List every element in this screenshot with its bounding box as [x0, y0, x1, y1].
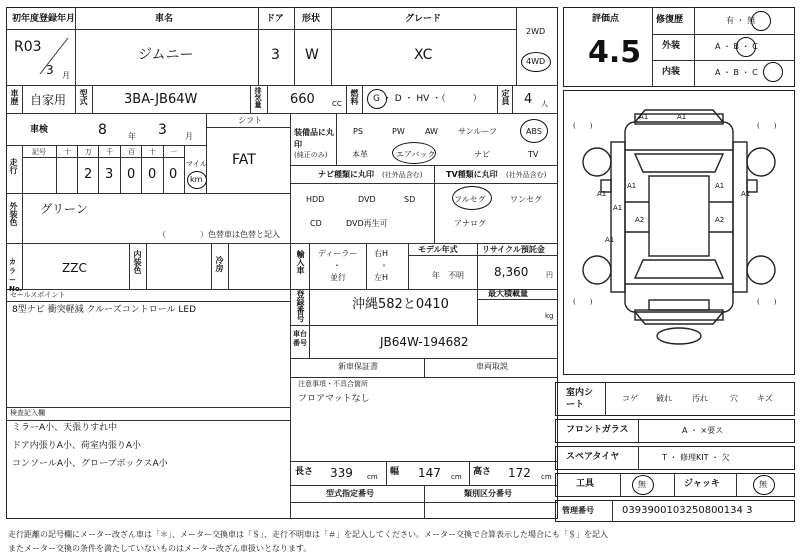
tv-analog: アナログ — [454, 219, 486, 228]
sales-point-text: 8型ナビ 衝突軽減 クルーズコントロール LED — [12, 305, 197, 315]
svg-text:A1: A1 — [613, 204, 623, 212]
recycle-value: 8,360 — [494, 265, 529, 279]
seat-kizu: キズ — [757, 394, 773, 403]
fuel-label: 燃料 — [350, 89, 359, 105]
inspector-line-2: ドア内張りA小、荷室内張りA小 — [12, 441, 142, 451]
exterior-color-value: グリーン — [40, 202, 88, 216]
class-label: 類別区分番号 — [464, 489, 512, 498]
digit-header-2: 万 — [85, 148, 92, 156]
shape-value: W — [305, 47, 319, 63]
model-year-value: 年 不明 — [432, 271, 464, 280]
car-diagram — [565, 92, 793, 373]
svg-text:A1: A1 — [605, 236, 615, 244]
interior-score-label: 内装 — [662, 67, 681, 77]
equipment-label: 装備品に丸印 — [294, 128, 334, 149]
tools-value: 無 — [638, 480, 646, 489]
notes-text: フロアマットなし — [298, 394, 370, 404]
usage-value: 自家用 — [30, 93, 67, 107]
max-load-unit: kg — [545, 312, 554, 320]
width-unit: cm — [451, 473, 462, 481]
import-dot-2: ・ — [380, 261, 388, 270]
inspector-line-3: コンソールA小、グローブボックスA小 — [12, 459, 168, 469]
shaken-year: 8 — [98, 122, 107, 138]
digit-3: 3 — [105, 167, 114, 182]
seat-label: 室内シート — [566, 388, 594, 410]
chassis-value: JB64W-194682 — [380, 335, 469, 349]
inspector-line-1: ミラーA小、天張りすれ中 — [12, 423, 118, 433]
equip-airbag: エアバック — [396, 150, 436, 159]
digit-header-1: 十 — [64, 148, 71, 156]
capacity-label: 定員 — [501, 89, 510, 105]
drive-2wd: 2WD — [526, 27, 546, 36]
seat-koge: コゲ — [622, 394, 638, 403]
mgmt-value: 0393900103250800134 3 — [622, 505, 753, 516]
seat-ana: 穴 — [730, 394, 738, 403]
door-label: ドア — [266, 14, 284, 24]
vehicle-manual: 車両取説 — [476, 362, 508, 371]
shaken-year-unit: 年 — [128, 132, 136, 141]
svg-text:A1: A1 — [639, 113, 649, 121]
digit-2: 2 — [84, 167, 93, 182]
chassis-label: 車台番号 — [293, 330, 307, 347]
digit-header-4: 百 — [128, 148, 135, 156]
equip-ps: PS — [353, 127, 363, 136]
doors-value: 3 — [271, 47, 280, 63]
import-dot: ・ — [333, 261, 341, 270]
digit-5: 0 — [148, 167, 157, 182]
exterior-color-label: 外装色 — [9, 202, 18, 226]
spare-opts: T ・ 修理KIT ・ 欠 — [662, 453, 730, 462]
car-name-label: 車名 — [155, 14, 174, 24]
tv-label: TV種類に丸印 — [446, 170, 498, 179]
registration-value: 沖縄582と0410 — [352, 297, 449, 312]
interior-opts: A ・ B ・ C — [715, 68, 758, 77]
shaken-month: 3 — [158, 122, 167, 138]
svg-text:( ): ( ) — [573, 298, 593, 306]
color-note-prefix: （ — [158, 230, 166, 239]
equip-tv: TV — [528, 150, 539, 159]
windshield-label: フロントガラス — [566, 425, 629, 435]
capacity-value: 4 — [524, 92, 533, 107]
svg-text:A1: A1 — [715, 182, 725, 190]
type-designation-label: 型式指定番号 — [326, 489, 374, 498]
digit-4: 0 — [127, 167, 136, 182]
height-unit: cm — [541, 473, 552, 481]
mile-label: マイル — [186, 160, 207, 168]
svg-text:( ): ( ) — [573, 122, 593, 130]
equip-pw: PW — [392, 127, 405, 136]
mgmt-label: 管理番号 — [562, 506, 594, 515]
first-reg-year: R03 — [14, 39, 42, 55]
color-no-label: カラーNo. — [9, 258, 23, 293]
svg-text:A2: A2 — [635, 216, 645, 224]
svg-text:A1: A1 — [677, 113, 687, 121]
equipment-sub: (純正のみ) — [294, 151, 328, 159]
footer-line-1: 走行距離の記号欄にメーター改ざん車は「＊」、メーター交換車は「＄」、走行不明車は「＃」を記入してください。メーター交換で合算表示した場合にも「＄」を記入 — [8, 530, 608, 539]
import-label: 輸入車 — [296, 250, 305, 274]
navi-dvd-play: DVD再生可 — [346, 219, 388, 228]
first-reg-month: 3 — [46, 63, 54, 77]
svg-text:( ): ( ) — [757, 298, 777, 306]
recycle-label: リサイクル預託金 — [482, 245, 545, 254]
displacement-value: 660 — [290, 92, 315, 107]
inspector-label: 検査記入欄 — [10, 409, 45, 417]
import-left-h: 左H — [374, 273, 389, 282]
tv-sub: (社外品含む) — [506, 171, 547, 179]
navi-dvd: DVD — [358, 195, 376, 204]
drive-4wd: 4WD — [526, 57, 546, 66]
length-label: 長さ — [295, 467, 314, 477]
width-label: 幅 — [390, 467, 400, 477]
exterior-score-label: 外装 — [662, 41, 681, 51]
svg-text:A2: A2 — [715, 216, 725, 224]
import-parallel: 並行 — [330, 273, 346, 282]
import-right-h: 右H — [374, 249, 389, 258]
height-label: 高さ — [473, 467, 492, 477]
model-value: 3BA-JB64W — [124, 92, 198, 107]
seat-yogore: 汚れ — [692, 394, 708, 403]
equip-abs: ABS — [526, 127, 542, 136]
svg-text:A1: A1 — [741, 190, 751, 198]
ac-label: 冷房 — [215, 256, 224, 272]
import-dealer: ディーラー — [318, 249, 358, 258]
equip-aw: AW — [425, 127, 438, 136]
navi-sub: (社外品含む) — [382, 171, 423, 179]
recycle-yen: 円 — [546, 271, 553, 279]
score-label: 評価点 — [592, 14, 620, 24]
first-reg-month-unit: 月 — [62, 71, 70, 80]
equip-leather: 本革 — [352, 150, 368, 159]
max-load-label: 最大積載量 — [488, 289, 528, 298]
kigo-label: 記号 — [32, 148, 46, 156]
spare-label: スペアタイヤ — [566, 452, 620, 462]
shaken-month-unit: 月 — [185, 132, 193, 141]
interior-c-circle — [763, 62, 783, 82]
repair-label: 修復歴 — [656, 15, 684, 25]
score-value: 4.5 — [588, 35, 642, 70]
width-value: 147 — [418, 466, 441, 480]
shape-label: 形状 — [302, 14, 321, 24]
equip-navi: ナビ — [474, 150, 490, 159]
shaken-label: 車検 — [30, 125, 49, 135]
jack-label: ジャッキ — [684, 479, 720, 489]
interior-color-label: 内装色 — [133, 250, 142, 274]
tv-fullseg: フルセグ — [454, 195, 486, 204]
registration-label: 登録番号 — [296, 290, 305, 322]
car-name-value: ジムニー — [138, 47, 194, 63]
jack-value: 無 — [759, 480, 767, 489]
grade-label: グレード — [405, 14, 442, 24]
usage-label: 車歴 — [10, 89, 19, 105]
footer-line-2: またメーター交換の条件を満たしていないものはメーター改ざん車扱いとなります。 — [8, 544, 312, 553]
cc-unit: CC — [332, 100, 342, 108]
capacity-unit: 人 — [541, 100, 548, 108]
tools-label: 工具 — [576, 479, 595, 489]
navi-sd: SD — [404, 195, 416, 204]
shift-value: FAT — [232, 152, 256, 168]
height-value: 172 — [508, 466, 531, 480]
seat-yabure: 破れ — [656, 394, 672, 403]
windshield-opts: A ・ ×要ス — [682, 426, 724, 435]
digit-header-3: 千 — [106, 148, 113, 156]
new-car-warranty: 新車保証書 — [338, 362, 378, 371]
equip-sunroof: サンルーフ — [458, 127, 497, 136]
navi-label: ナビ種類に丸印 — [318, 170, 374, 179]
svg-text:A1: A1 — [597, 190, 607, 198]
navi-hdd: HDD — [306, 195, 325, 204]
length-unit: cm — [367, 473, 378, 481]
km-label: km — [190, 175, 203, 184]
first-reg-label: 初年度登録年月 — [12, 14, 76, 24]
digit-header-5: 十 — [149, 148, 156, 156]
model-year-label: モデル年式 — [418, 245, 458, 254]
tv-oneseg: ワンセグ — [510, 195, 542, 204]
mileage-label: 走行 — [9, 158, 18, 174]
svg-text:( ): ( ) — [757, 122, 777, 130]
length-value: 339 — [330, 466, 353, 480]
repair-opts: 有 ・ 無 — [726, 16, 756, 25]
sales-point-label: セールスポイント — [10, 291, 66, 299]
color-note: ）色替車は色替と記入 — [200, 230, 280, 239]
digit-6: 0 — [169, 167, 178, 182]
svg-text:A1: A1 — [627, 182, 637, 190]
grade-value: XC — [414, 47, 433, 63]
exterior-opts: A ・ B ・ C — [715, 42, 758, 51]
notes-label: 注意事項・不具合箇所 — [298, 380, 368, 388]
navi-cd: CD — [310, 219, 322, 228]
digit-header-6: 一 — [170, 148, 177, 156]
displacement-label: 排気量 — [254, 87, 262, 108]
fuel-options: G ・ D ・ HV ・（ ） — [373, 94, 482, 104]
shift-label: シフト — [238, 116, 262, 125]
model-label: 型式 — [79, 89, 88, 105]
color-no-value: ZZC — [62, 261, 87, 275]
